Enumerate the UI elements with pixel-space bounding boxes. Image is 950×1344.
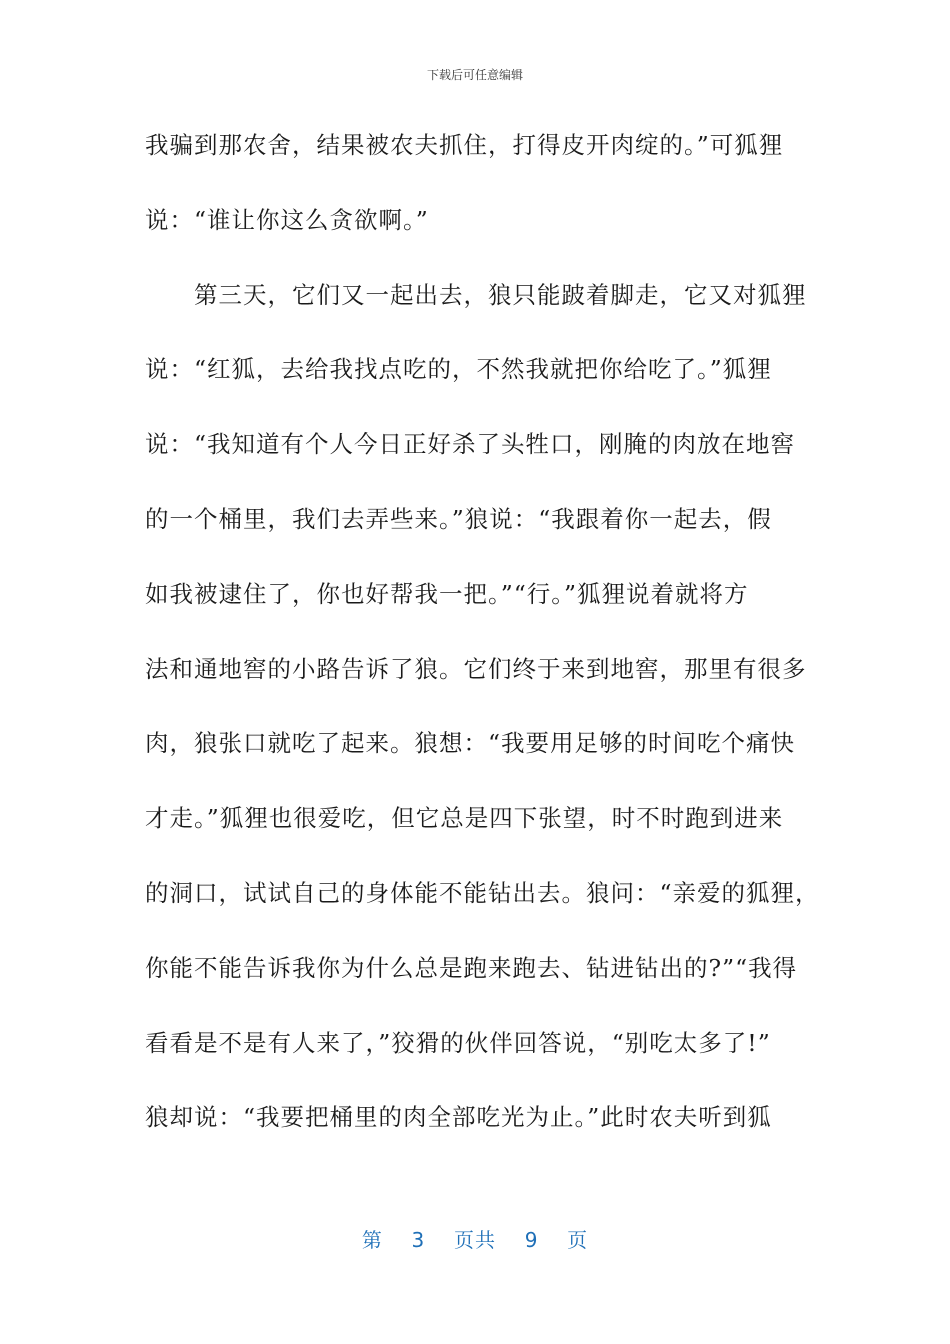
text-line: 我骗到那农舍，结果被农夫抓住，打得皮开肉绽的。”可狐狸 [145,131,784,159]
text-line: 说：“谁让你这么贪欲啊。” [145,205,429,234]
page-middle-text: 页共 [454,1228,496,1252]
document-body [145,118,820,1165]
total-pages-number: 9 [524,1228,539,1252]
text-line: 狼却说：“我要把桶里的肉全部吃光为止。”此时农夫听到狐 [145,1103,772,1132]
text-line: 看看是不是有人来了，”狡猾的伙伴回答说，“别吃太多了!” [145,1028,771,1057]
text-line: 才走。”狐狸也很爱吃，但它总是四下张望，时不时跑到进来 [145,804,784,833]
page-suffix: 页 [567,1228,589,1252]
text-line: 说：“红狐，去给我找点吃的，不然我就把你给吃了。”狐狸 [145,355,772,384]
text-line: 法和通地窖的小路告诉了狼。它们终于来到地窖，那里有很多 [145,654,807,683]
text-line: 肉，狼张口就吃了起来。狼想：“我要用足够的时间吃个痛快 [145,729,796,758]
text-line: 的一个桶里，我们去弄些来。”狼说：“我跟着你一起去，假 [145,504,772,533]
page-footer [0,1224,950,1253]
text-line: 如我被逮住了，你也好帮我一把。”“行。”狐狸说着就将方 [145,579,749,608]
text-line: 第三天，它们又一起出去，狼只能跛着脚走，它又对狐狸 [145,280,807,309]
page-header-note: 下载后可任意编辑 [426,68,523,82]
current-page-number: 3 [411,1228,426,1252]
text-line: 的洞口，试试自己的身体能不能钻出去。狼问：“亲爱的狐狸， [145,878,820,907]
page-prefix: 第 [361,1228,383,1252]
text-line: 你能不能告诉我你为什么总是跑来跑去、钻进钻出的?”“我得 [145,953,798,982]
text-line: 说：“我知道有个人今日正好杀了头牲口，刚腌的肉放在地窖 [145,430,796,459]
